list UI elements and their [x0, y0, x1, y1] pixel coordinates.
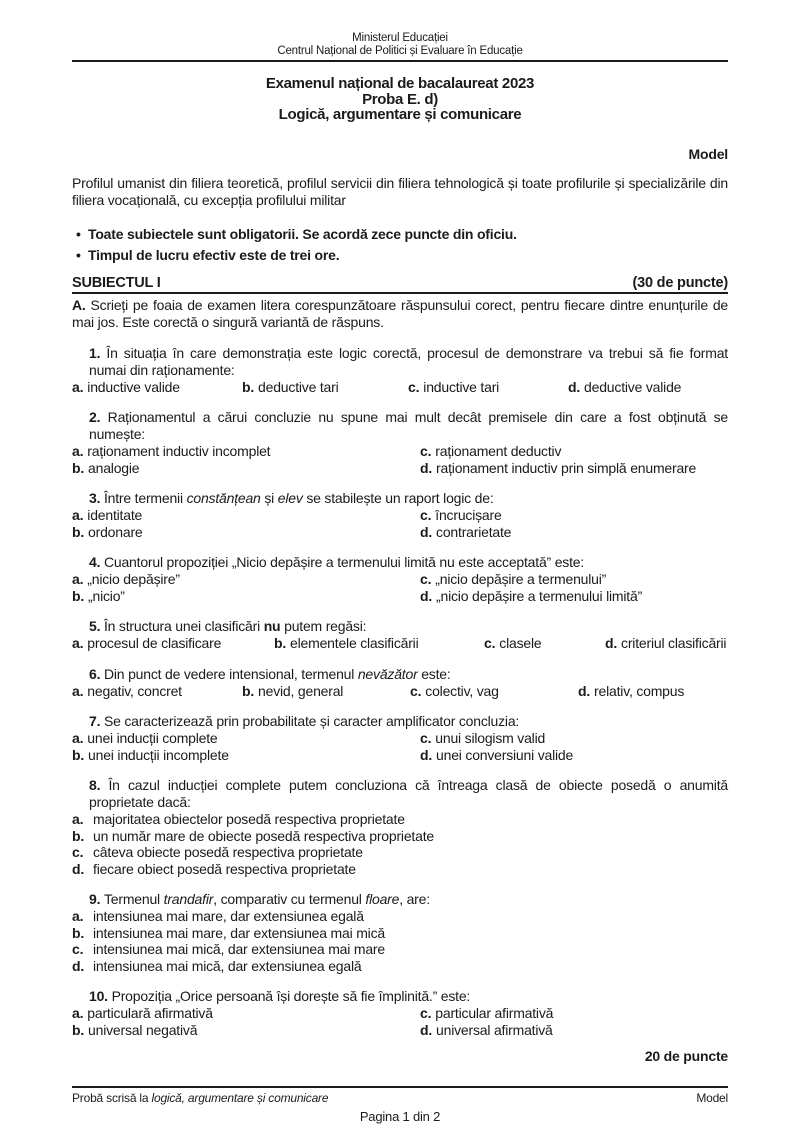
option-text: identitate	[87, 507, 143, 523]
option-text: deductive valide	[584, 378, 682, 395]
page-footer	[72, 1086, 728, 1124]
option-letter: a.	[72, 443, 84, 459]
ministry-name: Ministerul Educației	[352, 32, 448, 44]
option-letter: d.	[420, 746, 433, 763]
answer-option	[484, 635, 605, 652]
exam-proba: Proba E. d)	[362, 90, 438, 108]
bullet-icon: •	[76, 225, 81, 242]
option-letter: c.	[420, 443, 432, 459]
option-text: universal negativă	[88, 1021, 198, 1038]
profile-paragraph: Profilul umanist din filiera teoretică, profilul servicii din filiera tehnologică și toate profilurile și specializările din filiera vocațională, cu excepția profilului militar	[72, 174, 728, 208]
center-name: Centrul Național de Politici și Evaluare în Educație	[277, 44, 523, 57]
option-text: intensiunea mai mică, dar extensiunea egală	[93, 957, 362, 974]
answer-option	[605, 635, 728, 652]
option-letter: b.	[274, 635, 287, 651]
option-text: raționament inductiv incomplet	[87, 443, 271, 459]
option-text: intensiunea mai mică, dar extensiunea mai mare	[93, 941, 385, 957]
subject-title: SUBIECTUL I	[72, 274, 161, 291]
subject-header	[72, 275, 728, 294]
question-block	[72, 409, 728, 476]
answer-option	[72, 524, 420, 541]
question-options	[72, 379, 728, 396]
question-options	[72, 683, 728, 700]
footer-model-label: Model	[696, 1091, 728, 1105]
answer-option	[408, 379, 568, 396]
question-stem: 4. Cuantorul propoziției „Nicio depășire a termenului limită nu este acceptată” este:	[89, 554, 585, 570]
option-text: elementele clasificării	[290, 635, 419, 651]
bullet-icon: •	[76, 246, 81, 263]
option-text: clasele	[499, 635, 542, 651]
option-text: inductive valide	[87, 378, 180, 395]
organization-header	[72, 0, 728, 57]
option-letter: a.	[72, 908, 84, 924]
option-letter: c.	[72, 844, 84, 860]
option-letter: c.	[420, 730, 432, 746]
option-letter: c.	[408, 378, 420, 395]
question-block	[72, 345, 728, 396]
rules-list	[72, 224, 728, 266]
answer-option	[420, 730, 728, 747]
exam-title-block	[72, 76, 728, 123]
option-letter: a.	[72, 730, 84, 746]
question-stem: 8. În cazul inducției complete putem concluziona că întreaga clasă de obiecte posedă o anumită proprietate dacă:	[89, 777, 728, 810]
answer-option	[578, 683, 728, 700]
answer-option	[72, 1005, 420, 1022]
question-options	[72, 1005, 728, 1038]
answer-option	[72, 635, 274, 652]
question-stem: 2. Raționamentul a cărui concluzie nu spune mai mult decât premisele din care a fost obținută se numește:	[89, 409, 728, 442]
option-text: procesul de clasificare	[87, 635, 222, 651]
question-stem: 6. Din punct de vedere intensional, termenul nevăzător este:	[89, 665, 451, 682]
option-text: unui silogism valid	[435, 730, 546, 746]
option-letter: b.	[72, 523, 85, 540]
option-letter: c.	[420, 1005, 432, 1021]
option-letter: b.	[72, 459, 85, 476]
option-letter: d.	[420, 459, 433, 476]
answer-option	[420, 460, 728, 477]
option-text: unei conversiuni valide	[436, 746, 574, 763]
option-text: nevid, general	[258, 682, 344, 699]
subject-instruction: A. Scrieți pe foaia de examen litera corespunzătoare răspunsului corect, pentru fiecare dintre enunțurile de mai jos. Este corectă o singură variantă de răspuns.	[72, 296, 728, 330]
answer-option	[72, 571, 420, 588]
option-text: contrarietate	[436, 523, 512, 540]
option-letter: a.	[72, 507, 84, 523]
option-text: particulară afirmativă	[87, 1005, 213, 1021]
option-text: raționament deductiv	[435, 443, 562, 459]
option-letter: d.	[420, 587, 433, 604]
answer-option	[72, 443, 420, 460]
question-block	[72, 490, 728, 540]
option-letter: a.	[72, 378, 84, 395]
option-letter: b.	[242, 682, 255, 699]
option-letter: c.	[410, 682, 422, 699]
option-letter: a.	[72, 1005, 84, 1021]
option-letter: c.	[72, 941, 84, 957]
option-letter: d.	[578, 682, 591, 699]
option-letter: b.	[72, 827, 85, 844]
question-options	[72, 730, 728, 763]
answer-option	[420, 507, 728, 524]
answer-option	[72, 811, 728, 828]
rule-text: Timpul de lucru efectiv este de trei ore.	[88, 246, 340, 263]
answer-option	[72, 958, 728, 975]
answer-option	[72, 1022, 420, 1039]
option-text: majoritatea obiectelor posedă respectiva proprietate	[93, 811, 405, 827]
question-block	[72, 713, 728, 763]
option-letter: c.	[420, 571, 432, 587]
page-number: Pagina 1 din 2	[359, 1109, 441, 1124]
option-text: colectiv, vag	[425, 682, 499, 699]
option-letter: c.	[484, 635, 496, 651]
option-letter: c.	[420, 507, 432, 523]
option-letter: d.	[72, 860, 85, 877]
option-letter: d.	[605, 635, 618, 651]
option-letter: b.	[72, 1021, 85, 1038]
answer-option	[420, 571, 728, 588]
option-letter: d.	[568, 378, 581, 395]
answer-option	[72, 379, 242, 396]
question-stem: 7. Se caracterizează prin probabilitate și caracter amplificator concluzia:	[89, 713, 520, 729]
option-text: „nicio depășire a termenului limită”	[436, 587, 643, 604]
option-letter: a.	[72, 811, 84, 827]
option-text: particular afirmativă	[435, 1005, 554, 1021]
exam-discipline: Logică, argumentare și comunicare	[278, 106, 522, 123]
answer-option	[420, 588, 728, 605]
question-block	[72, 891, 728, 974]
answer-option	[72, 747, 420, 764]
option-letter: b.	[72, 587, 85, 604]
option-text: unei inducții complete	[87, 730, 218, 746]
option-letter: b.	[72, 746, 85, 763]
question-options	[72, 571, 728, 604]
answer-option	[420, 443, 728, 460]
option-text: intensiunea mai mare, dar extensiunea egală	[93, 908, 364, 924]
answer-option	[420, 1005, 728, 1022]
option-text: intensiunea mai mare, dar extensiunea mai mică	[93, 924, 385, 941]
question-block	[72, 988, 728, 1038]
answer-option	[72, 941, 728, 958]
option-letter: a.	[72, 682, 84, 699]
question-stem: 5. În structura unei clasificări nu putem regăsi:	[89, 618, 367, 634]
answer-option	[72, 908, 728, 925]
header-divider	[72, 60, 728, 62]
option-text: fiecare obiect posedă respectiva proprietate	[93, 860, 356, 877]
rule-item	[72, 245, 728, 266]
option-text: „nicio”	[88, 587, 125, 604]
option-text: raționament inductiv prin simplă enumerare	[436, 459, 697, 476]
option-letter: d.	[420, 523, 433, 540]
answer-option	[72, 861, 728, 878]
footer-exam-name: Probă scrisă la logică, argumentare și comunicare	[72, 1091, 329, 1105]
answer-option	[242, 683, 410, 700]
question-options	[72, 811, 728, 877]
answer-option	[72, 925, 728, 942]
answer-option	[72, 683, 242, 700]
question-options	[72, 635, 728, 652]
option-letter: b.	[72, 924, 85, 941]
question-block	[72, 777, 728, 877]
rule-item	[72, 224, 728, 245]
option-text: deductive tari	[258, 378, 339, 395]
option-text: „nicio depășire a termenului”	[435, 571, 607, 587]
option-letter: d.	[420, 1021, 433, 1038]
answer-option	[72, 588, 420, 605]
option-text: negativ, concret	[87, 682, 182, 699]
question-options	[72, 443, 728, 476]
answer-option	[420, 1022, 728, 1039]
answer-option	[242, 379, 408, 396]
answer-option	[420, 524, 728, 541]
question-stem: 1. În situația în care demonstrația este logic corectă, procesul de demonstrare va trebui să fie format numai din raționamente:	[89, 344, 728, 378]
rule-text: Toate subiectele sunt obligatorii. Se acordă zece puncte din oficiu.	[88, 225, 517, 242]
option-text: câteva obiecte posedă respectiva proprietate	[93, 844, 363, 860]
answer-option	[72, 507, 420, 524]
option-text: unei inducții incomplete	[88, 746, 229, 763]
question-options	[72, 908, 728, 974]
question-block	[72, 554, 728, 604]
option-text: „nicio depășire”	[87, 571, 180, 587]
option-text: inductive tari	[423, 378, 500, 395]
points-total: 20 de puncte	[644, 1048, 728, 1064]
answer-option	[410, 683, 578, 700]
answer-option	[568, 379, 728, 396]
option-text: universal afirmativă	[436, 1021, 553, 1038]
option-text: analogie	[88, 459, 140, 476]
subject-points: (30 de puncte)	[632, 274, 728, 291]
option-text: un număr mare de obiecte posedă respectiva proprietate	[93, 827, 434, 844]
questions-list	[72, 345, 728, 1039]
option-text: ordonare	[88, 523, 143, 540]
answer-option	[72, 828, 728, 845]
question-block	[72, 618, 728, 652]
answer-option	[72, 844, 728, 861]
answer-option	[72, 730, 420, 747]
option-letter: a.	[72, 571, 84, 587]
option-letter: a.	[72, 635, 84, 651]
option-letter: d.	[72, 957, 85, 974]
answer-option	[420, 747, 728, 764]
answer-option	[274, 635, 484, 652]
answer-option	[72, 460, 420, 477]
option-text: încrucișare	[435, 507, 502, 523]
option-letter: b.	[242, 378, 255, 395]
question-options	[72, 507, 728, 540]
exam-title: Examenul național de bacalaureat 2023	[265, 75, 535, 92]
question-stem: 10. Propoziția „Orice persoană își dorește să fie împlinită.” este:	[89, 988, 471, 1004]
model-label: Model	[688, 145, 728, 162]
option-text: relativ, compus	[594, 682, 685, 699]
question-block	[72, 666, 728, 700]
option-text: criteriul clasificării	[621, 635, 727, 651]
question-stem: 9. Termenul trandafir, comparativ cu termenul floare, are:	[89, 891, 430, 907]
question-stem: 3. Între termenii constănțean și elev se stabilește un raport logic de:	[89, 490, 494, 506]
